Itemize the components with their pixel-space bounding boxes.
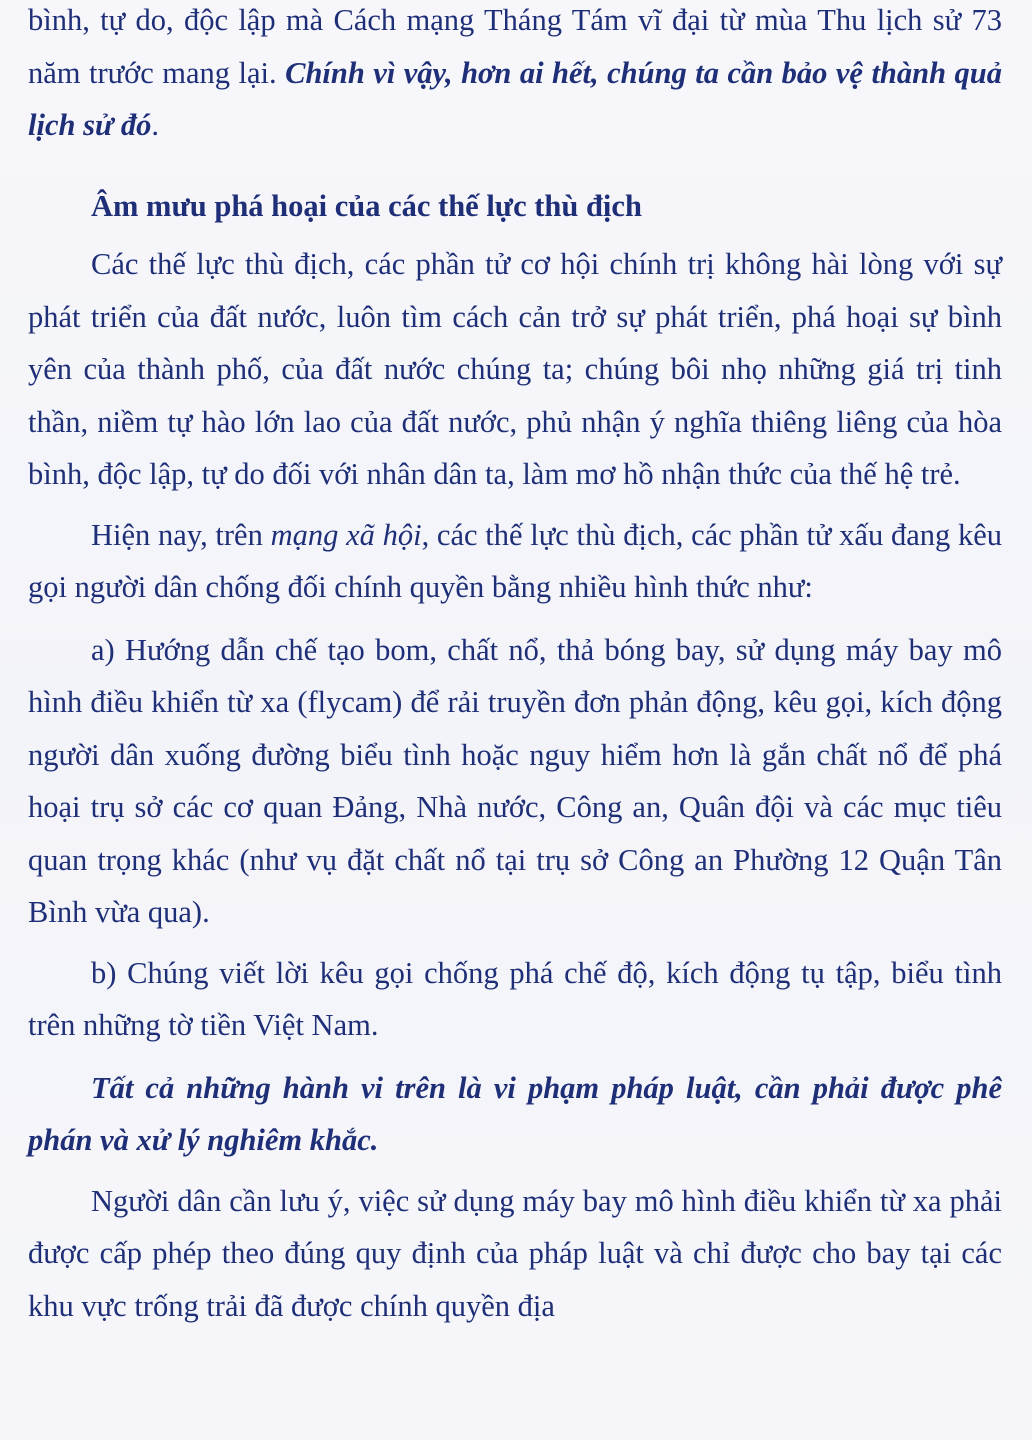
paragraph-social-media [28, 509, 1002, 614]
list-item-b: b) Chúng viết lời kêu gọi chống phá chế độ, kích động tụ tập, biểu tình trên những tờ tiền Việt Nam. [28, 955, 1002, 1042]
paragraph-intro-continuation [28, 0, 1002, 152]
intro-end: . [151, 108, 159, 142]
paragraph-drone-notice: Người dân cần lưu ý, việc sử dụng máy bay mô hình điều khiển từ xa phải được cấp phép theo đúng quy định của pháp luật và chỉ được cho bay tại các khu vực trống trải đã được chính quyền địa [28, 1183, 1002, 1323]
list-item-a: a) Hướng dẫn chế tạo bom, chất nổ, thả bóng bay, sử dụng máy bay mô hình điều khiển từ xa (flycam) để rải truyền đơn phản động, kêu gọi, kích động người dân xuống đường biểu tình hoặc nguy hiểm hơn là gắn chất nổ để phá hoại trụ sở các cơ quan Đảng, Nhà nước, Công an, Quân đội và các mục tiêu quan trọng khác (như vụ đặt chất nổ tại trụ sở Công an Phường 12 Quận Tân Bình vừa qua). [28, 632, 1002, 929]
intro-emphasis: Chính vì vậy, hơn ai hết, chúng ta cần bảo vệ thành quả lịch sử đó [28, 55, 1002, 142]
social-media-italic: mạng xã hội [270, 517, 422, 552]
social-media-before: Hiện nay, trên [91, 517, 271, 552]
section-heading: Âm mưu phá hoại của các thế lực thù địch [91, 188, 642, 223]
paragraph-hostile-forces: Các thế lực thù địch, các phần tử cơ hội chính trị không hài lòng với sự phát triển của đất nước, luôn tìm cách cản trở sự phát triển, phá hoại sự bình yên của thành phố, của đất nước chúng ta; chúng bôi nhọ những giá trị tinh thần, niềm tự hào lớn lao của đất nước, phủ nhận ý nghĩa thiêng liêng của hòa bình, độc lập, tự do đối với nhân dân ta, làm mơ hồ nhận thức của thế hệ trẻ. [28, 247, 1002, 491]
social-media-after: , các thế lực thù địch, các phần tử xấu đang kêu gọi người dân chống đối chính quyền bằng nhiều hình thức như: [28, 517, 1002, 604]
intro-text: bình, tự do, độc lập mà Cách mạng Tháng Tám vĩ đại từ mùa Thu lịch sử 73 năm trước mang lại. [28, 3, 1002, 90]
page-body [28, 0, 1002, 1332]
paragraph-violation-statement: Tất cả những hành vi trên là vi phạm pháp luật, cần phải được phê phán và xử lý nghiêm khắc. [28, 1070, 1002, 1157]
